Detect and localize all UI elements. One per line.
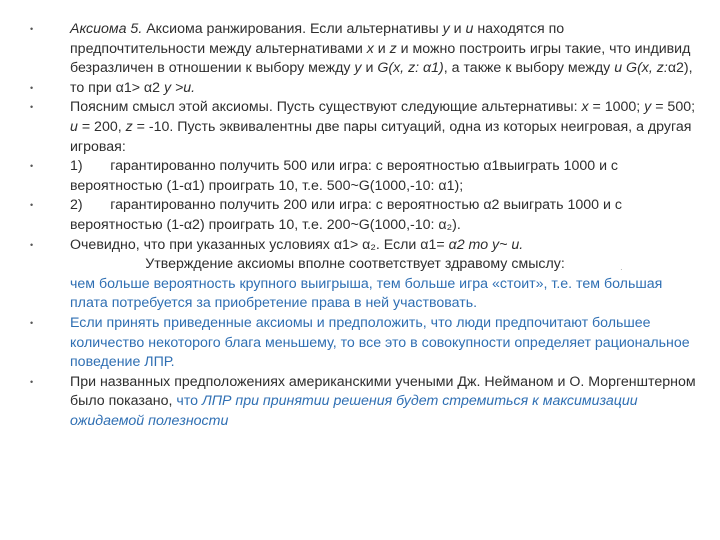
bullet-dot-icon: •	[30, 82, 34, 93]
var-x: x	[581, 99, 589, 116]
axiom-title: Аксиома 5.	[70, 21, 143, 37]
bullet-dot-icon: •	[30, 24, 34, 34]
text-segment: При названных предположениях американскими учеными Дж. Нейманом и О. Моргенштерном было показано,	[70, 373, 696, 410]
case-text: 2) гарантированно получить 200 или игра: с вероятностью α2 выиграть 1000 и с вероятностью (1-α2) проиграть 10, т.е. 200~G(1000,-10: α₂).	[70, 197, 622, 233]
var-z: z	[125, 118, 133, 135]
bullet-dot-icon: •	[30, 102, 34, 113]
var-y: y	[644, 99, 652, 116]
bullet-dot-icon: •	[30, 200, 34, 211]
bullet-dot-icon: •	[30, 317, 34, 328]
bullet-list	[30, 20, 700, 431]
game-expression: G(x, z:	[626, 60, 668, 77]
text-segment: , а также к выбору между	[443, 60, 615, 77]
text-segment: находятся по предпочтительности между альтернативами	[70, 21, 565, 57]
text-segment: = -10. Пусть эквивалентны две пары ситуаций, одна из которых неигровая, а другая игровая:	[70, 118, 692, 155]
var-u: u	[70, 118, 78, 135]
case-text: 1) гарантированно получить 500 или игра: с вероятностью α1выиграть 1000 и с вероятностью (1-α1) проиграть 10, т.е. 500~G(1000,-10: α1);	[70, 158, 619, 194]
bullet-neumann-morgenstern	[30, 373, 700, 432]
blue-statement: чем больше вероятность крупного выигрыша, тем больше игра «стоит», т.е. тем большая плата потребуется за приобретение права в ней участвовать.	[70, 275, 663, 312]
bullet-case-2	[30, 196, 700, 235]
text-segment: и	[361, 60, 378, 77]
relation: y >u.	[163, 79, 196, 96]
bullet-rational-behavior	[30, 314, 700, 373]
text-segment: то при α1> α2	[70, 79, 164, 96]
bullet-conclusion	[30, 79, 700, 99]
var-x: x	[366, 40, 374, 57]
bullet-axiom-5	[30, 20, 700, 79]
blue-statement: Если принять приведенные аксиомы и предположить, что люди предпочитают большее количество некоторого блага меньшему, то все это в совокупности определяет рациональное поведение ЛПР.	[70, 314, 690, 371]
stray-mark: ·	[620, 265, 623, 274]
blue-italic-text: ЛПР при принятии решения будет стремиться к максимизации ожидаемой полезности	[70, 393, 638, 429]
text-segment: Аксиома ранжирования. Если альтернативы	[142, 21, 443, 37]
bullet-dot-icon: •	[30, 239, 34, 250]
var-z: z	[389, 40, 397, 57]
bullet-explanation	[30, 98, 700, 157]
bullet-dot-icon: •	[30, 376, 34, 387]
bullet-dot-icon: •	[30, 161, 34, 172]
text-segment: = 200,	[77, 118, 126, 135]
centered-statement: Утверждение аксиомы вполне соответствует здравому смыслу:	[145, 256, 565, 273]
blue-text: что	[176, 393, 202, 410]
text-segment: = 1000;	[588, 99, 645, 116]
text-segment: Очевидно, что при указанных условиях α1> α₂. Если α1=	[70, 236, 449, 253]
text-segment: и	[449, 21, 466, 37]
text-segment: = 500;	[651, 99, 696, 116]
text-segment: и можно построить игры такие, что индивид безразличен в отношении к выбору между	[70, 40, 691, 77]
text-segment: α2),	[667, 60, 693, 77]
bullet-case-1	[30, 157, 700, 196]
text-segment: Поясним смысл этой аксиомы. Пусть существуют следующие альтернативы:	[70, 99, 582, 116]
italic-tail: α2 то у~ u.	[448, 236, 524, 253]
bullet-obvious	[30, 236, 700, 314]
game-expression: G(x, z: α1)	[377, 60, 444, 77]
var-u: u	[465, 21, 474, 37]
var-y: y	[442, 21, 450, 37]
text-segment: и	[373, 40, 390, 57]
var-y: y	[354, 60, 362, 77]
var-u: и	[614, 60, 623, 77]
